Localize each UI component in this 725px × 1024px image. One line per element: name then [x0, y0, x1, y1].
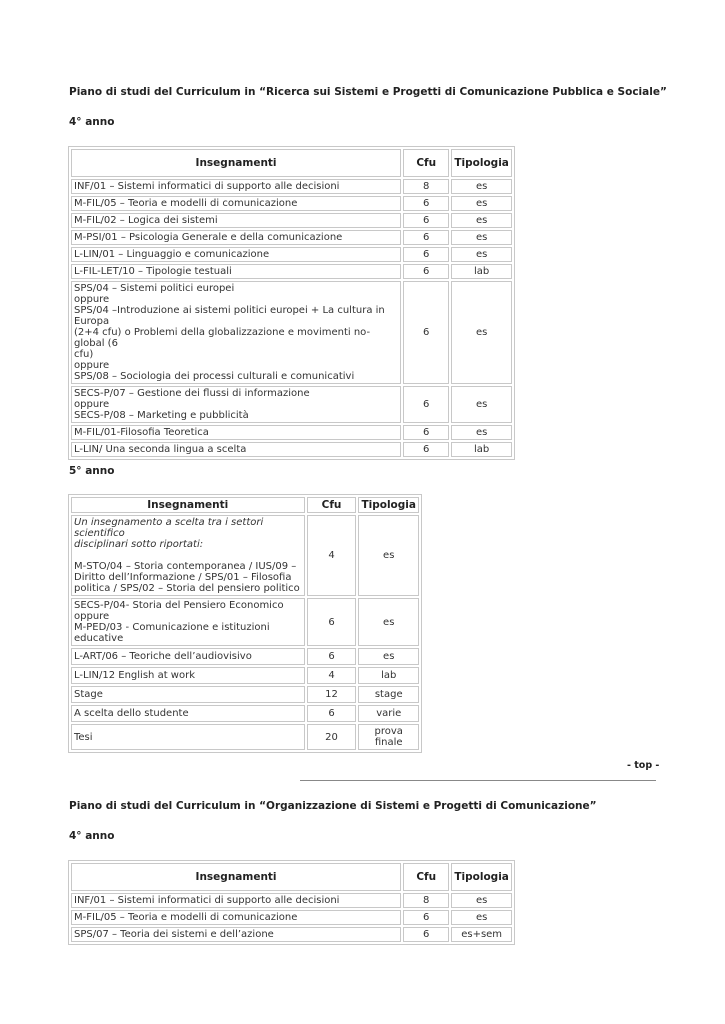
table-row	[71, 667, 419, 684]
tipologia-cell: es	[451, 281, 512, 384]
section1-year4-label: 4° anno	[69, 116, 115, 128]
course-line: M-PED/03 - Comunicazione e istituzioni educative	[74, 622, 270, 644]
course-cell	[71, 910, 401, 925]
col-header-insegnamenti: Insegnamenti	[71, 149, 401, 177]
course-line: L-LIN/12 English at work	[74, 670, 195, 681]
course-line: oppure	[74, 399, 110, 410]
tipologia-cell: es	[451, 230, 512, 245]
tipologia-cell: es	[451, 196, 512, 211]
tipologia-cell: stage	[358, 686, 419, 703]
section2-title: Piano di studi del Curriculum in “Organizzazione di Sistemi e Progetti di Comunicazione”	[69, 800, 597, 812]
col-header-cfu: Cfu	[403, 863, 449, 891]
course-line: L-FIL-LET/10 – Tipologie testuali	[74, 266, 232, 277]
course-line: Diritto dell’Informazione / SPS/01 – Filosofia	[74, 572, 292, 583]
course-line: SPS/07 – Teoria dei sistemi e dell’azione	[74, 929, 274, 940]
cfu-cell: 6	[307, 598, 357, 646]
tipologia-cell: lab	[451, 264, 512, 279]
tipologia-cell: varie	[358, 705, 419, 722]
table-row	[71, 442, 512, 457]
cfu-cell: 4	[307, 515, 357, 596]
cfu-cell: 8	[403, 893, 449, 908]
table-row	[71, 247, 512, 262]
course-cell	[71, 927, 401, 942]
col-header-tipologia: Tipologia	[451, 149, 512, 177]
cfu-cell: 6	[403, 425, 449, 440]
course-note: disciplinari sotto riportati:	[74, 539, 204, 550]
course-line: M-STO/04 – Storia contemporanea / IUS/09 –	[74, 561, 297, 572]
col-header-insegnamenti: Insegnamenti	[71, 497, 305, 513]
section2-year4-table	[68, 860, 515, 945]
course-line: oppure	[74, 360, 110, 371]
section1-title: Piano di studi del Curriculum in “Ricerca sui Sistemi e Progetti di Comunicazione Pubblica e Sociale”	[69, 86, 667, 98]
course-line: M-FIL/05 – Teoria e modelli di comunicazione	[74, 198, 298, 209]
course-line: SPS/08 – Sociologia dei processi culturali e comunicativi	[74, 371, 355, 382]
course-line: M-FIL/05 – Teoria e modelli di comunicazione	[74, 912, 298, 923]
course-cell	[71, 386, 401, 423]
course-line: cfu)	[74, 349, 94, 360]
divider	[300, 780, 656, 781]
cfu-cell: 4	[307, 667, 357, 684]
tipologia-cell: es	[358, 515, 419, 596]
course-line	[74, 550, 302, 561]
tipologia-cell: es	[451, 893, 512, 908]
table-row	[71, 515, 419, 596]
table-row	[71, 179, 512, 194]
course-line: SPS/04 –Introduzione ai sistemi politici europei + La cultura in Europa	[74, 305, 385, 327]
section1-year5-label: 5° anno	[69, 465, 115, 477]
tipologia-cell: lab	[451, 442, 512, 457]
course-cell	[71, 705, 305, 722]
course-line: L-LIN/ Una seconda lingua a scelta	[74, 444, 247, 455]
course-line: oppure	[74, 611, 110, 622]
course-cell	[71, 425, 401, 440]
table-row	[71, 705, 419, 722]
table-row	[71, 386, 512, 423]
table-row	[71, 196, 512, 211]
table-row	[71, 213, 512, 228]
cfu-cell: 6	[403, 910, 449, 925]
course-line: politica / SPS/02 – Storia del pensiero politico	[74, 583, 300, 594]
course-cell	[71, 667, 305, 684]
table-row	[71, 686, 419, 703]
tipologia-cell: es	[451, 425, 512, 440]
section1-year5-table	[68, 494, 422, 753]
course-cell	[71, 281, 401, 384]
table-row	[71, 648, 419, 665]
cfu-cell: 12	[307, 686, 357, 703]
cfu-cell: 6	[307, 705, 357, 722]
table-row	[71, 425, 512, 440]
table-row	[71, 910, 512, 925]
course-cell	[71, 442, 401, 457]
cfu-cell: 6	[403, 230, 449, 245]
table-row	[71, 724, 419, 750]
cfu-cell: 8	[403, 179, 449, 194]
section2-year4-label: 4° anno	[69, 830, 115, 842]
tipologia-cell: es	[451, 247, 512, 262]
tipologia-cell: prova finale	[358, 724, 419, 750]
tipologia-cell: es	[358, 648, 419, 665]
table-row	[71, 230, 512, 245]
cfu-cell: 6	[307, 648, 357, 665]
course-cell	[71, 598, 305, 646]
course-cell	[71, 893, 401, 908]
course-line: SPS/04 – Sistemi politici europei	[74, 283, 235, 294]
tipologia-cell: es	[451, 213, 512, 228]
course-cell	[71, 515, 305, 596]
course-note: Un insegnamento a scelta tra i settori scientifico	[74, 517, 264, 539]
course-line: INF/01 – Sistemi informatici di supporto alle decisioni	[74, 181, 340, 192]
table-row	[71, 893, 512, 908]
cfu-cell: 6	[403, 247, 449, 262]
tipologia-cell: es	[358, 598, 419, 646]
course-line: oppure	[74, 294, 110, 305]
col-header-tipologia: Tipologia	[358, 497, 419, 513]
course-line: (2+4 cfu) o Problemi della globalizzazione e movimenti no-global (6	[74, 327, 371, 349]
cfu-cell: 6	[403, 213, 449, 228]
course-cell	[71, 686, 305, 703]
course-line: SECS-P/07 – Gestione dei flussi di informazione	[74, 388, 310, 399]
course-line: INF/01 – Sistemi informatici di supporto alle decisioni	[74, 895, 340, 906]
col-header-cfu: Cfu	[403, 149, 449, 177]
cfu-cell: 6	[403, 281, 449, 384]
course-cell	[71, 196, 401, 211]
course-cell	[71, 724, 305, 750]
table-row	[71, 281, 512, 384]
col-header-tipologia: Tipologia	[451, 863, 512, 891]
course-cell	[71, 247, 401, 262]
course-line: M-PSI/01 – Psicologia Generale e della comunicazione	[74, 232, 343, 243]
col-header-cfu: Cfu	[307, 497, 357, 513]
course-line: SECS-P/08 – Marketing e pubblicità	[74, 410, 249, 421]
course-line: M-FIL/02 – Logica dei sistemi	[74, 215, 218, 226]
section1-year4-table	[68, 146, 515, 460]
course-cell	[71, 213, 401, 228]
table-row	[71, 927, 512, 942]
course-cell	[71, 230, 401, 245]
col-header-insegnamenti: Insegnamenti	[71, 863, 401, 891]
course-cell	[71, 179, 401, 194]
course-line: L-LIN/01 – Linguaggio e comunicazione	[74, 249, 270, 260]
top-link[interactable]: - top -	[627, 760, 660, 771]
cfu-cell: 6	[403, 927, 449, 942]
course-line: Stage	[74, 689, 103, 700]
table-row	[71, 264, 512, 279]
cfu-cell: 6	[403, 264, 449, 279]
course-line: SECS-P/04- Storia del Pensiero Economico	[74, 600, 284, 611]
tipologia-cell: es	[451, 179, 512, 194]
course-line: A scelta dello studente	[74, 708, 189, 719]
course-line: Tesi	[74, 731, 93, 743]
cfu-cell: 6	[403, 442, 449, 457]
cfu-cell: 6	[403, 196, 449, 211]
tipologia-cell: es+sem	[451, 927, 512, 942]
tipologia-cell: es	[451, 910, 512, 925]
table-row	[71, 598, 419, 646]
course-cell	[71, 264, 401, 279]
tipologia-cell: lab	[358, 667, 419, 684]
course-line: L-ART/06 – Teoriche dell’audiovisivo	[74, 651, 252, 662]
tipologia-cell: es	[451, 386, 512, 423]
course-line: M-FIL/01-Filosofia Teoretica	[74, 427, 209, 438]
course-cell	[71, 648, 305, 665]
cfu-cell: 20	[307, 724, 357, 750]
cfu-cell: 6	[403, 386, 449, 423]
